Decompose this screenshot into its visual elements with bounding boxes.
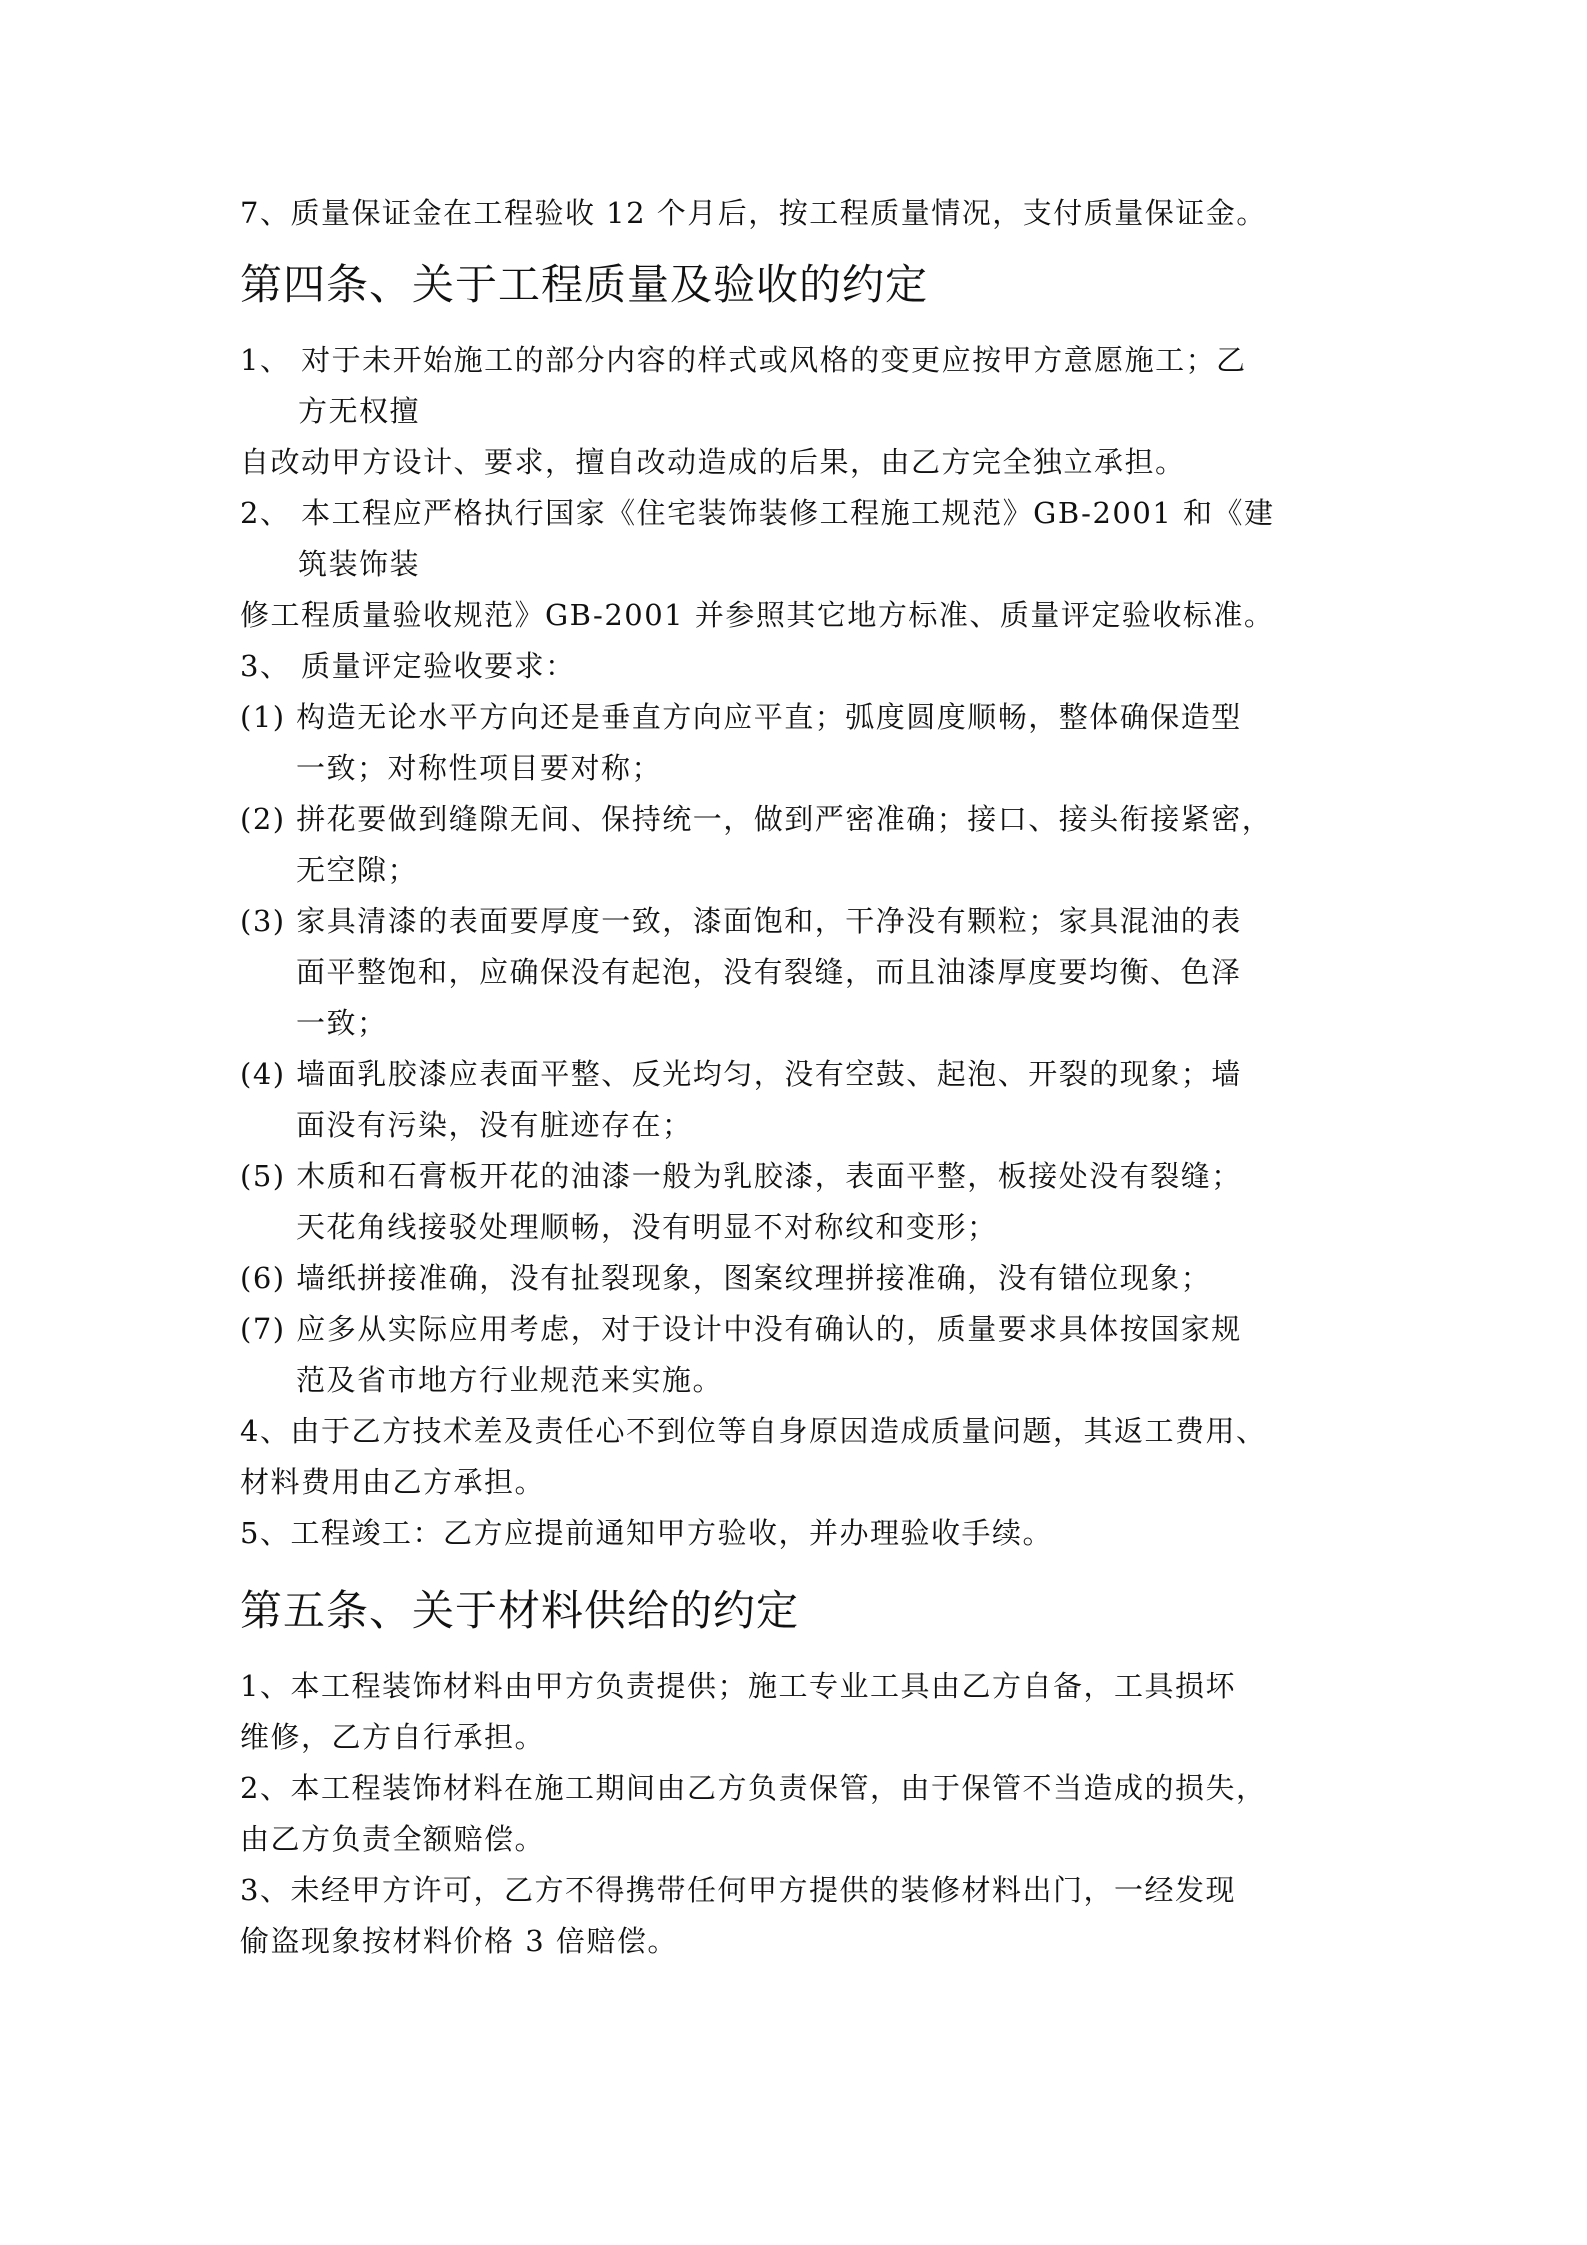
item-line: 修工程质量验收规范》GB-2001 并参照其它地方标准、质量评定验收标准。 (240, 598, 1275, 632)
section-4-item-3: 3、 质量评定验收要求： (240, 649, 576, 683)
item-line: 方无权擅 (298, 394, 421, 428)
document-page (240, 188, 1355, 1967)
item-line: 由乙方负责全额赔偿。 (240, 1822, 546, 1856)
item-line: 4、由于乙方技术差及责任心不到位等自身原因造成质量问题，其返工费用、 (240, 1414, 1267, 1448)
requirement-5 (240, 1151, 1355, 1253)
item-line: 范及省市地方行业规范来实施。 (296, 1363, 724, 1397)
section-4-item-4 (240, 1406, 1355, 1508)
item-line: (7) 应多从实际应用考虑，对于设计中没有确认的，质量要求具体按国家规 (240, 1312, 1242, 1346)
requirement-3 (240, 896, 1355, 1049)
section-5-item-2 (240, 1763, 1355, 1865)
requirement-6 (240, 1253, 1355, 1304)
item-line: 维修，乙方自行承担。 (240, 1720, 546, 1754)
item-line: 一致；对称性项目要对称； (296, 751, 663, 785)
item-line: (3) 家具清漆的表面要厚度一致，漆面饱和，干净没有颗粒；家具混油的表 (240, 904, 1242, 938)
item-line: 2、本工程装饰材料在施工期间由乙方负责保管，由于保管不当造成的损失， (240, 1771, 1267, 1805)
item-line: (6) 墙纸拼接准确，没有扯裂现象，图案纹理拼接准确，没有错位现象； (240, 1261, 1212, 1295)
item-line: 材料费用由乙方承担。 (240, 1465, 546, 1499)
requirement-4 (240, 1049, 1355, 1151)
section-4-item-2 (240, 488, 1355, 641)
item-line: (1) 构造无论水平方向还是垂直方向应平直；弧度圆度顺畅，整体确保造型 (240, 700, 1242, 734)
item-line: 1、本工程装饰材料由甲方负责提供；施工专业工具由乙方自备，工具损坏 (240, 1669, 1236, 1703)
item-line: 面平整饱和，应确保没有起泡，没有裂缝，而且油漆厚度要均衡、色泽 (296, 955, 1242, 989)
item-line: (4) 墙面乳胶漆应表面平整、反光均匀，没有空鼓、起泡、开裂的现象；墙 (240, 1057, 1242, 1091)
section-4-item-1 (240, 335, 1355, 488)
requirement-1 (240, 692, 1355, 794)
item-line: 面没有污染，没有脏迹存在； (296, 1108, 693, 1142)
item-line: 3、未经甲方许可，乙方不得携带任何甲方提供的装修材料出门，一经发现 (240, 1873, 1236, 1907)
section-4-heading: 第四条、关于工程质量及验收的约定 (240, 260, 929, 309)
item-line: 筑装饰装 (298, 547, 421, 581)
section-4-item-5: 5、工程竣工：乙方应提前通知甲方验收，并办理验收手续。 (240, 1516, 1053, 1550)
item-line: 1、 对于未开始施工的部分内容的样式或风格的变更应按甲方意愿施工；乙 (240, 343, 1247, 377)
payment-item-7: 7、质量保证金在工程验收 12 个月后，按工程质量情况，支付质量保证金。 (240, 196, 1267, 230)
item-line: 一致； (296, 1006, 388, 1040)
item-line: 天花角线接驳处理顺畅，没有明显不对称纹和变形； (296, 1210, 998, 1244)
item-line: 偷盗现象按材料价格 3 倍赔偿。 (240, 1924, 678, 1958)
item-line: 无空隙； (296, 853, 419, 887)
item-line: (2) 拼花要做到缝隙无间、保持统一，做到严密准确；接口、接头衔接紧密， (240, 802, 1273, 836)
section-5-item-3 (240, 1865, 1355, 1967)
requirement-2 (240, 794, 1355, 896)
item-line: (5) 木质和石膏板开花的油漆一般为乳胶漆，表面平整，板接处没有裂缝； (240, 1159, 1242, 1193)
section-5-heading: 第五条、关于材料供给的约定 (240, 1586, 800, 1635)
requirement-7 (240, 1304, 1355, 1406)
item-line: 自改动甲方设计、要求，擅自改动造成的后果，由乙方完全独立承担。 (240, 445, 1186, 479)
section-5-item-1 (240, 1661, 1355, 1763)
item-line: 2、 本工程应严格执行国家《住宅装饰装修工程施工规范》GB-2001 和《建 (240, 496, 1275, 530)
